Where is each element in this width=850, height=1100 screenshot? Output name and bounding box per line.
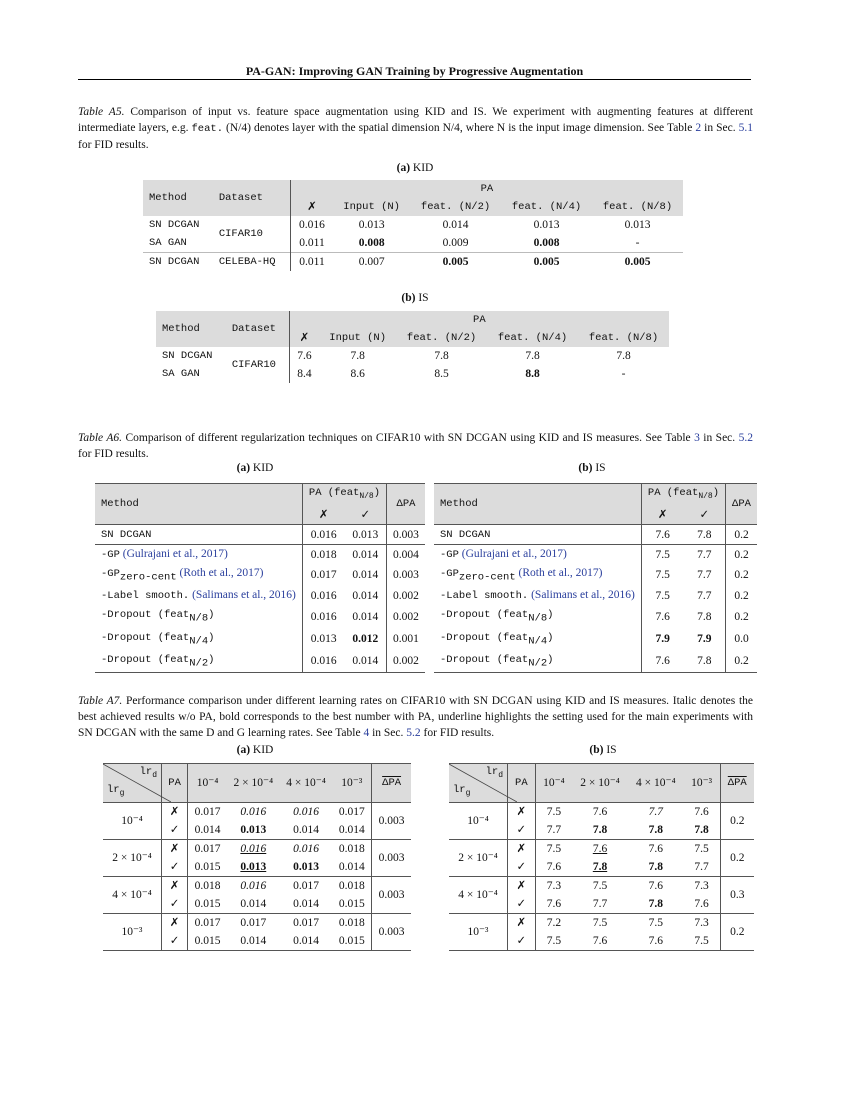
value-cell: 0.017 xyxy=(280,877,333,896)
table-a6a-kid xyxy=(95,483,425,673)
method-cell: -Label smooth. (Salimans et al., 2016) xyxy=(434,586,641,605)
delta-cell: 0.003 xyxy=(372,914,411,951)
value-cell: 7.8 xyxy=(683,525,725,545)
pa-mark: ✓ xyxy=(162,858,188,877)
value-cell: 0.2 xyxy=(726,525,757,545)
value-cell: 7.3 xyxy=(684,914,720,933)
lrg-label: $lr_g$ xyxy=(453,783,471,798)
table-row xyxy=(434,605,757,627)
value-cell: 7.6 xyxy=(684,803,720,822)
value-cell: 0.012 xyxy=(344,628,386,650)
col-header: ✓ xyxy=(683,506,725,525)
lrg-label: $lr_g$ xyxy=(107,783,125,798)
value-cell: 0.014 xyxy=(293,824,319,836)
delta-cell: 0.003 xyxy=(372,877,411,914)
table-row xyxy=(95,586,425,605)
table-row: SA GAN 0.011 0.008 0.009 0.008 - xyxy=(149,237,640,249)
col-header: 4 × 10⁻⁴ xyxy=(628,764,684,803)
table-a7b-is xyxy=(449,763,754,951)
pa-mark: ✓ xyxy=(508,821,536,840)
pa-mark: ✗ xyxy=(162,840,188,859)
col-header: $\overline{\Delta PA}$ xyxy=(372,764,411,803)
table-a5a-kid xyxy=(143,180,683,271)
lr-row-label: 2 × 10⁻⁴ xyxy=(103,840,162,877)
delta-cell: 0.2 xyxy=(720,803,754,840)
value-cell: 0.015 xyxy=(188,932,227,951)
value-cell: 0.2 xyxy=(734,589,749,602)
method-cell: -Dropout (feat$_{N/8}$) xyxy=(95,605,302,627)
value-cell: 0.016 xyxy=(280,803,333,822)
table-row: SN DCGAN CIFAR10 0.016 0.013 0.014 0.013 0.013 xyxy=(143,216,683,234)
citation-link[interactable]: (Roth et al., 2017) xyxy=(518,567,603,580)
ref-link[interactable]: 5.2 xyxy=(738,432,753,444)
method-cell: -Dropout (feat$_{N/4}$) xyxy=(95,628,302,650)
ref-link[interactable]: 3 xyxy=(694,432,700,444)
table-a7a-kid xyxy=(103,763,411,951)
value-cell: 0.013 xyxy=(240,824,267,836)
citation-link[interactable]: (Roth et al., 2017) xyxy=(179,567,264,580)
col-header: feat. (N/4) xyxy=(501,198,592,216)
value-cell: 7.6 xyxy=(572,932,628,951)
table-row xyxy=(434,650,757,673)
lr-row-label: 10⁻⁴ xyxy=(449,803,508,840)
delta-cell: 0.2 xyxy=(720,840,754,877)
value-cell: 0.003 xyxy=(393,569,419,582)
col-header: ✗ xyxy=(302,506,344,525)
pa-mark: ✓ xyxy=(508,932,536,951)
col-header: ✗ xyxy=(289,329,319,347)
table-row xyxy=(449,840,754,859)
value-cell: 0.014 xyxy=(344,564,386,586)
col-header: 10⁻³ xyxy=(332,764,371,803)
pa-mark: ✗ xyxy=(162,803,188,822)
value-cell: 7.7 xyxy=(683,545,725,565)
value-cell: 0.2 xyxy=(734,569,749,582)
table-row xyxy=(95,628,425,650)
table-row xyxy=(434,586,757,605)
value-cell: 7.5 xyxy=(535,932,572,951)
value-cell: 0.017 xyxy=(188,914,227,933)
value-cell: 0.014 xyxy=(194,824,221,836)
col-header: $\overline{\Delta PA}$ xyxy=(720,764,754,803)
table-row xyxy=(95,545,425,565)
table-row xyxy=(103,803,411,822)
table-row xyxy=(95,564,425,586)
value-cell: 0.013 xyxy=(344,525,386,545)
value-cell: 7.8 xyxy=(648,861,663,873)
lr-row-label: 10⁻³ xyxy=(449,914,508,951)
value-cell: 0.015 xyxy=(194,861,221,873)
value-cell: 0.016 xyxy=(227,803,280,822)
table-row xyxy=(434,628,757,650)
value-cell: 0.013 xyxy=(310,632,337,645)
col-header: 2 × 10⁻⁴ xyxy=(572,764,628,803)
table-row xyxy=(95,650,425,673)
value-cell: 0.014 xyxy=(344,586,386,605)
table-a6a-title: (a) KID xyxy=(236,462,274,474)
value-cell: 7.7 xyxy=(683,564,725,586)
value-cell: 0.014 xyxy=(344,545,386,565)
pa-mark: ✓ xyxy=(508,858,536,877)
table-row: SN DCGAN CELEBA-HQ 0.011 0.007 0.005 0.005 0.005 xyxy=(143,253,683,272)
col-header: feat. (N/4) xyxy=(487,329,578,347)
table-a6b-is xyxy=(434,483,757,673)
value-cell: 0.014 xyxy=(240,898,267,910)
pa-mark: ✓ xyxy=(162,932,188,951)
col-header: Method xyxy=(95,484,302,525)
value-cell: 7.8 xyxy=(683,650,725,673)
table-a5-caption: Table A5. Comparison of input vs. feature space augmentation using KID and IS. We experiment with augmenting features at different intermediate layers, e.g. feat. (N/4) denotes layer with the spatial dimension N/4, where N is the input image dimension. See Table 2 in Sec. 5.1 for FID results. xyxy=(78,106,753,151)
col-header: Method xyxy=(143,180,213,216)
running-head: PA-GAN: Improving GAN Training by Progressive Augmentation xyxy=(245,64,584,78)
header-row xyxy=(434,484,757,507)
value-cell: 0.018 xyxy=(332,840,371,859)
value-cell: 7.6 xyxy=(628,932,684,951)
table-a6-caption: Table A6. Comparison of different regularization techniques on CIFAR10 with SN DCGAN using KID and IS measures. See Table 3 in Sec. 5.2 for FID results. xyxy=(78,432,753,460)
table-row xyxy=(95,525,425,545)
lrd-label: $lr_d$ xyxy=(485,766,503,781)
value-cell: 7.6 xyxy=(684,895,720,914)
col-header: ✗ xyxy=(641,506,683,525)
lr-row-label: 10⁻⁴ xyxy=(103,803,162,840)
value-cell: 0.001 xyxy=(393,632,419,645)
method-cell: $-GP_{zero-cent}$ (Roth et al., 2017) xyxy=(95,564,302,586)
value-cell: 7.5 xyxy=(655,569,670,582)
value-cell: 7.9 xyxy=(655,632,670,645)
value-cell: 7.5 xyxy=(535,840,572,859)
value-cell: 7.6 xyxy=(572,840,628,859)
value-cell: 7.6 xyxy=(628,877,684,896)
value-cell: 7.5 xyxy=(535,803,572,822)
delta-cell: 0.003 xyxy=(372,803,411,840)
pa-mark: ✗ xyxy=(508,803,536,822)
value-cell: 0.2 xyxy=(726,545,757,565)
pa-mark: ✗ xyxy=(508,914,536,933)
delta-cell: 0.003 xyxy=(372,840,411,877)
value-cell: 7.6 xyxy=(546,861,562,873)
table-a5b-is xyxy=(156,311,669,383)
table-row xyxy=(103,840,411,859)
value-cell: 7.6 xyxy=(628,840,684,859)
value-cell: 7.3 xyxy=(535,877,572,896)
table-row xyxy=(434,564,757,586)
citation-link[interactable]: (Salimans et al., 2016) xyxy=(192,589,296,602)
pa-mark: ✓ xyxy=(162,895,188,914)
value-cell: 0.2 xyxy=(726,650,757,673)
value-cell: 0.014 xyxy=(344,650,386,673)
value-cell: 7.5 xyxy=(572,914,628,933)
col-header: Method xyxy=(156,311,226,347)
value-cell: 7.6 xyxy=(655,610,670,623)
col-header: ΔPA xyxy=(387,484,425,525)
value-cell: 0.016 xyxy=(280,840,333,859)
table-row xyxy=(103,914,411,933)
value-cell: 0.014 xyxy=(227,932,280,951)
corner-header xyxy=(103,764,162,803)
col-header: 10⁻⁴ xyxy=(188,764,227,803)
col-header: feat. (N/8) xyxy=(592,198,683,216)
col-header: PA xyxy=(290,180,683,198)
value-cell: 7.8 xyxy=(592,861,608,873)
ref-link[interactable]: 2 xyxy=(695,122,702,134)
value-cell: 0.016 xyxy=(302,525,344,545)
value-cell: 7.5 xyxy=(684,932,720,951)
value-cell: 0.2 xyxy=(734,610,749,623)
table-a5b-title: (b) IS xyxy=(401,292,429,304)
method-cell: $-GP_{zero-cent}$ (Roth et al., 2017) xyxy=(434,564,641,586)
table-row: SN DCGAN CIFAR10 7.6 7.8 7.8 7.8 7.8 xyxy=(156,347,669,365)
value-cell: 0.017 xyxy=(332,803,371,822)
value-cell: 7.5 xyxy=(641,545,683,565)
col-header: PA xyxy=(162,764,188,803)
value-cell: 7.8 xyxy=(648,898,663,910)
value-cell: 0.003 xyxy=(387,525,425,545)
citation-link[interactable]: (Gulrajani et al., 2017) xyxy=(461,548,567,561)
col-header: feat. (N/8) xyxy=(578,329,669,347)
value-cell: 0.017 xyxy=(188,840,227,859)
value-cell: 7.6 xyxy=(641,650,683,673)
col-header: Dataset xyxy=(213,180,290,216)
col-header: feat. (N/2) xyxy=(396,329,487,347)
value-cell: 0.018 xyxy=(302,545,344,565)
lr-row-label: 10⁻³ xyxy=(103,914,162,951)
pa-mark: ✗ xyxy=(508,840,536,859)
col-header: feat. (N/2) xyxy=(410,198,501,216)
corner-header xyxy=(449,764,508,803)
value-cell: 7.7 xyxy=(592,898,608,910)
value-cell: 0.016 xyxy=(302,650,344,673)
value-cell: 7.7 xyxy=(684,858,720,877)
value-cell: 7.6 xyxy=(572,803,628,822)
value-cell: 7.6 xyxy=(641,525,683,545)
col-header: ΔPA xyxy=(726,484,757,525)
col-header: Method xyxy=(434,484,641,525)
value-cell: 0.016 xyxy=(227,840,280,859)
table-row xyxy=(434,545,757,565)
value-cell: 0.017 xyxy=(227,914,280,933)
value-cell: 7.5 xyxy=(655,589,670,602)
value-cell: 7.8 xyxy=(648,824,663,836)
table-a5a-title: (a) KID xyxy=(396,162,434,174)
col-header: PA (feat$_{N/8}$) xyxy=(641,484,725,507)
value-cell: 0.015 xyxy=(332,895,371,914)
value-cell: 0.017 xyxy=(310,569,337,582)
col-header: ✗ xyxy=(290,198,333,216)
value-cell: 0.018 xyxy=(332,914,371,933)
method-cell: -Dropout (feat$_{N/8}$) xyxy=(434,605,641,627)
value-cell: 0.014 xyxy=(332,821,371,840)
table-row xyxy=(449,803,754,822)
table-a7-caption: Table A7. Performance comparison under different learning rates on CIFAR10 with SN DCGAN using KID and IS measures. Italic denotes the best achieved results w/o PA, bold corresponds to the best number with PA, underline highlights the setting used for the main experiments with SN DCGAN with the same D and G learning rates. See Table 4 in Sec. 5.2 for FID results. xyxy=(78,695,753,739)
value-cell: 7.8 xyxy=(592,824,608,836)
value-cell: 7.7 xyxy=(683,586,725,605)
method-cell: -Label smooth. (Salimans et al., 2016) xyxy=(95,586,302,605)
citation-link[interactable]: (Gulrajani et al., 2017) xyxy=(122,548,228,561)
header-rule xyxy=(78,79,751,80)
method-cell: SN DCGAN xyxy=(434,525,641,545)
value-cell: 0.015 xyxy=(332,932,371,951)
table-row: SA GAN 8.4 8.6 8.5 8.8 - xyxy=(162,368,626,380)
value-cell: 0.002 xyxy=(393,610,419,623)
value-cell: 0.014 xyxy=(280,932,333,951)
lr-row-label: 4 × 10⁻⁴ xyxy=(449,877,508,914)
col-header: 4 × 10⁻⁴ xyxy=(280,764,333,803)
col-header: PA (feat$_{N/8}$) xyxy=(302,484,386,507)
table-a6b-title: (b) IS xyxy=(578,462,606,474)
pa-mark: ✗ xyxy=(162,877,188,896)
value-cell: 0.014 xyxy=(344,605,386,627)
delta-cell: 0.2 xyxy=(720,914,754,951)
value-cell: 7.9 xyxy=(683,628,725,650)
value-cell: 0.016 xyxy=(227,877,280,896)
lr-row-label: 4 × 10⁻⁴ xyxy=(103,877,162,914)
col-header: ✓ xyxy=(344,506,386,525)
value-cell: 0.015 xyxy=(194,898,221,910)
ref-link[interactable]: 5.2 xyxy=(406,727,421,739)
value-cell: 0.002 xyxy=(387,650,425,673)
value-cell: 0.004 xyxy=(387,545,425,565)
value-cell: 7.7 xyxy=(546,824,562,836)
value-cell: 7.5 xyxy=(628,914,684,933)
value-cell: 0.017 xyxy=(188,803,227,822)
lr-row-label: 2 × 10⁻⁴ xyxy=(449,840,508,877)
value-cell: 7.8 xyxy=(683,605,725,627)
col-header: PA xyxy=(508,764,536,803)
value-cell: 0.018 xyxy=(332,877,371,896)
value-cell: 0.0 xyxy=(734,632,749,645)
value-cell: 7.5 xyxy=(572,877,628,896)
method-cell: -GP (Gulrajani et al., 2017) xyxy=(434,545,641,565)
col-header: Input (N) xyxy=(319,329,396,347)
col-header: 2 × 10⁻⁴ xyxy=(227,764,280,803)
col-header: Input (N) xyxy=(333,198,410,216)
value-cell: 7.7 xyxy=(628,803,684,822)
method-cell: SN DCGAN xyxy=(95,525,302,545)
citation-link[interactable]: (Salimans et al., 2016) xyxy=(531,589,635,602)
pa-mark: ✓ xyxy=(162,821,188,840)
col-header: PA xyxy=(289,311,669,329)
value-cell: 7.8 xyxy=(684,821,720,840)
value-cell: 0.013 xyxy=(240,861,267,873)
col-header: 10⁻³ xyxy=(684,764,720,803)
value-cell: 7.5 xyxy=(684,840,720,859)
value-cell: 0.013 xyxy=(293,861,319,873)
method-cell: -GP (Gulrajani et al., 2017) xyxy=(95,545,302,565)
table-a7b-title: (b) IS xyxy=(589,744,617,756)
method-cell: -Dropout (feat$_{N/4}$) xyxy=(434,628,641,650)
header-row xyxy=(449,764,754,803)
method-cell: -Dropout (feat$_{N/2}$) xyxy=(434,650,641,673)
table-row xyxy=(434,525,757,545)
header-row xyxy=(103,764,411,803)
delta-cell: 0.3 xyxy=(720,877,754,914)
table-row xyxy=(449,914,754,933)
table-row xyxy=(95,605,425,627)
value-cell: 0.014 xyxy=(293,898,319,910)
pa-mark: ✗ xyxy=(508,877,536,896)
value-cell: 7.3 xyxy=(684,877,720,896)
col-header: 10⁻⁴ xyxy=(535,764,572,803)
value-cell: 0.014 xyxy=(332,858,371,877)
value-cell: 7.2 xyxy=(535,914,572,933)
table-a7a-title: (a) KID xyxy=(236,744,274,756)
value-cell: 0.018 xyxy=(188,877,227,896)
header-row xyxy=(95,484,425,507)
value-cell: 0.016 xyxy=(310,610,337,623)
pa-mark: ✗ xyxy=(162,914,188,933)
lrd-label: $lr_d$ xyxy=(139,766,157,781)
ref-link[interactable]: 4 xyxy=(363,727,370,739)
value-cell: 0.016 xyxy=(310,589,337,602)
table-row xyxy=(449,877,754,896)
value-cell: 0.017 xyxy=(280,914,333,933)
value-cell: 0.002 xyxy=(393,589,419,602)
value-cell: 7.6 xyxy=(546,898,562,910)
pa-mark: ✓ xyxy=(508,895,536,914)
ref-link[interactable]: 5.1 xyxy=(738,122,753,134)
col-header: Dataset xyxy=(226,311,289,347)
table-row xyxy=(103,877,411,896)
method-cell: -Dropout (feat$_{N/2}$) xyxy=(95,650,302,673)
